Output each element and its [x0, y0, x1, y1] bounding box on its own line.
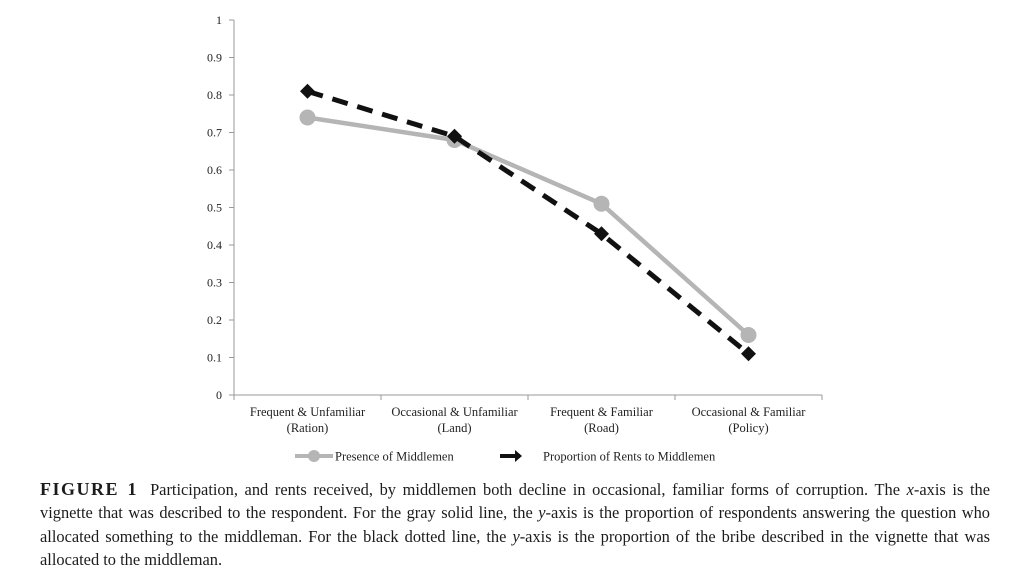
legend-marker-rents	[515, 450, 522, 462]
figure-caption	[40, 478, 990, 571]
caption-text-3: -axis is the proportion of respondents answering the question who allocated something to the middleman. For the black dotted line, the	[40, 503, 991, 546]
caption-text-2: -axis is the vignette that was described to the respondent. For the gray solid line, the	[40, 480, 991, 523]
y-tick-label: 0.9	[207, 50, 222, 65]
y-tick-label: 0.1	[207, 350, 222, 365]
data-point-rents	[300, 84, 315, 99]
x-tick-label: (Road)	[584, 421, 619, 435]
x-tick-label: Frequent & Familiar	[550, 405, 653, 419]
x-tick-label: (Land)	[437, 421, 472, 435]
figure-label: FIGURE 1	[40, 479, 139, 499]
series-line-2	[308, 91, 749, 354]
data-point-presence	[741, 327, 757, 343]
y-tick-label: 0.3	[207, 275, 222, 290]
data-point-rents	[741, 346, 756, 361]
x-tick-label: Occasional & Unfamiliar	[391, 405, 518, 419]
y-tick-label: 0.6	[207, 163, 222, 177]
y-tick-label: 0.4	[207, 238, 222, 252]
data-point-presence	[300, 110, 316, 126]
series-line-1	[308, 118, 749, 336]
legend-label-rents: Proportion of Rents to Middlemen	[543, 449, 716, 464]
caption-y-italic-2: y	[512, 526, 520, 546]
caption-y-italic-1: y	[538, 503, 546, 523]
x-tick-label: Frequent & Unfamiliar	[249, 405, 366, 419]
y-tick-label: 0.7	[207, 125, 222, 140]
x-tick-label: Occasional & Familiar	[691, 405, 806, 419]
caption-text-1: Participation, and rents received, by middlemen both decline in occasional, familiar forms of corruption. The	[150, 480, 907, 499]
legend-marker-presence	[308, 450, 320, 462]
y-tick-label: 0.5	[207, 200, 222, 215]
x-tick-label: (Policy)	[728, 421, 769, 435]
y-tick-label: 0.8	[207, 88, 222, 102]
caption-x-italic: x	[906, 480, 914, 499]
y-tick-label: 1	[216, 13, 222, 27]
y-tick-label: 0	[216, 388, 222, 402]
caption-text-4: -axis is the proportion of the bribe described in the vignette that was allocated to the middleman.	[40, 526, 990, 569]
x-tick-label: (Ration)	[286, 421, 329, 435]
y-tick-label: 0.2	[207, 313, 222, 327]
data-point-presence	[594, 196, 610, 212]
legend-label-presence: Presence of Middlemen	[335, 449, 454, 464]
